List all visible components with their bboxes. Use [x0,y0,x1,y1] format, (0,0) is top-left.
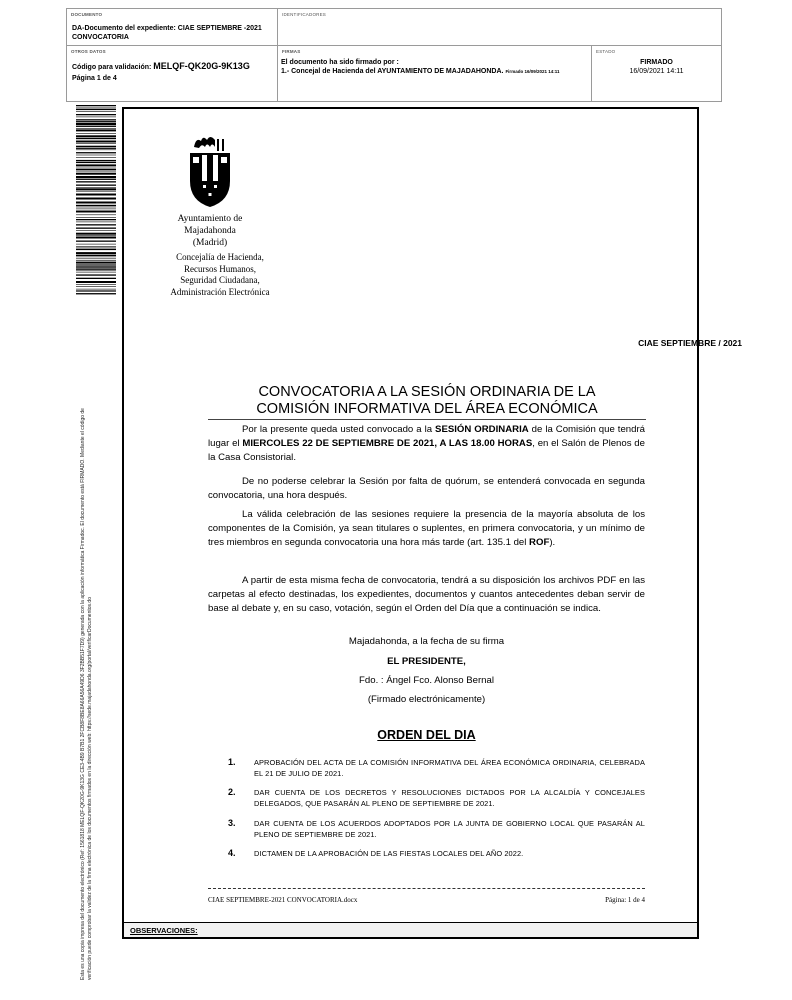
orden-del-dia-heading: ORDEN DEL DIA [377,728,476,742]
dept-line-1: Concejalía de Hacienda, [176,252,264,262]
firmas-label: FIRMAS [282,49,301,54]
coat-of-arms-logo [188,133,232,208]
firmas-cell [278,46,592,101]
pagina-count: Página 1 de 4 [72,75,117,82]
page-footer [208,896,645,904]
org-line-2: Majadahonda [184,226,236,236]
observaciones-bar [124,922,697,937]
title-line-1: CONVOCATORIA A LA SESIÓN ORDINARIA DE LA [258,384,596,400]
paragraph-3: La válida celebración de las sesiones requiere la presencia de la mayoría absoluta de los componentes de la Comisión, ya sean titulares o suplentes, en primera convocatoria, y un mínimo de tres miembros en segunda convocatoria una hora más tarde (art. 135.1 del ROF). [208,509,645,548]
document-header [66,8,722,102]
footer-filename: CIAE SEPTIEMBRE-2021 CONVOCATORIA.docx [208,896,358,904]
footer-page: Página: 1 de 4 [605,896,645,904]
org-name [160,213,260,249]
side-text-line-2: verificación puede comprobar la validez de la firma electrónica de los documentos firmados en la dirección web: https://sede.majadahonda.org/portal/verificarDocumentos.do [86,597,93,980]
estado-cell [592,46,721,101]
identificadores-cell [278,9,721,45]
signature-note: (Firmado electrónicamente) [367,694,486,705]
document-reference: CIAE SEPTIEMBRE / 2021 [638,338,742,348]
documento-value: DA-Documento del expediente: CIAE SEPTIEMBRE -2021 CONVOCATORIA [72,25,262,41]
firmas-line-1: El documento ha sido firmado por : [281,59,399,66]
otros-datos-label: OTROS DATOS [71,49,106,54]
estado-date: 16/09/2021 14:11 [629,68,684,75]
barcode [76,105,116,295]
paragraph-2: De no poderse celebrar la Sesión por falta de quórum, se entenderá convocada en segunda convocatoria, una hora después. [208,476,645,501]
side-text-line-1: Esta es una copia impresa del documento electrónico (Ref: 1561818 MELQF-QK20G-9K13G CE3-4B9 B7B1 2FCB8F8BE8A66A56A49D6 3F2BB51F7D9) generada con la aplicación informática Firmadoc. El documento está FIRMADO. Mediante el código de [80,408,86,980]
verification-side-text [80,408,93,980]
identificadores-label: IDENTIFICADORES [282,12,327,17]
org-line-3: (Madrid) [192,238,228,248]
footer-divider [208,888,645,889]
dept-line-3: Seguridad Ciudadana, [180,275,260,285]
header-row-2 [67,46,721,101]
president-title: EL PRESIDENTE, [387,656,466,667]
header-row-1 [67,9,721,46]
title-line-2: COMISIÓN INFORMATIVA DEL ÁREA ECONÓMICA [256,401,598,417]
signatory-name: Fdo. : Ángel Fco. Alonso Bernal [359,675,494,686]
dept-line-4: Administración Electrónica [170,286,270,297]
paragraph-4: A partir de esta misma fecha de convocatoria, tendrá a su disposición los archivos PDF en las carpetas al efecto destinadas, los expedientes, documentos y cuantos antecedentes deban servir de base al debate y, en su caso, votación, según el Orden del Día que a continuación se indica. [208,575,645,614]
org-line-1: Ayuntamiento de [177,214,243,224]
documento-cell [67,9,278,45]
title-underline [208,419,646,420]
dept-line-2: Recursos Humanos, [184,263,256,274]
documento-label: DOCUMENTO [71,12,103,17]
estado-value: FIRMADO [640,59,673,66]
estado-label: ESTADO [596,49,616,54]
department-name [160,252,280,298]
place-date: Majadahonda, a la fecha de su firma [348,636,505,647]
codigo-validacion: Código para validación: MELQF-QK20G-9K13G [72,61,250,71]
paragraph-1: Por la presente queda usted convocado a la SESIÓN ORDINARIA de la Comisión que tendrá lugar el MIERCOLES 22 DE SEPTIEMBRE DE 2021, A LAS 18.00 HORAS, en el Salón de Plenos de la Casa Consistorial. [208,424,645,463]
firmas-line-2: 1.- Concejal de Hacienda del AYUNTAMIENTO DE MAJADAHONDA. Firmado 16/09/2021 14:11 [281,68,560,75]
otros-datos-cell [67,46,278,101]
observaciones-label: OBSERVACIONES: [130,926,198,935]
document-title [208,384,646,418]
